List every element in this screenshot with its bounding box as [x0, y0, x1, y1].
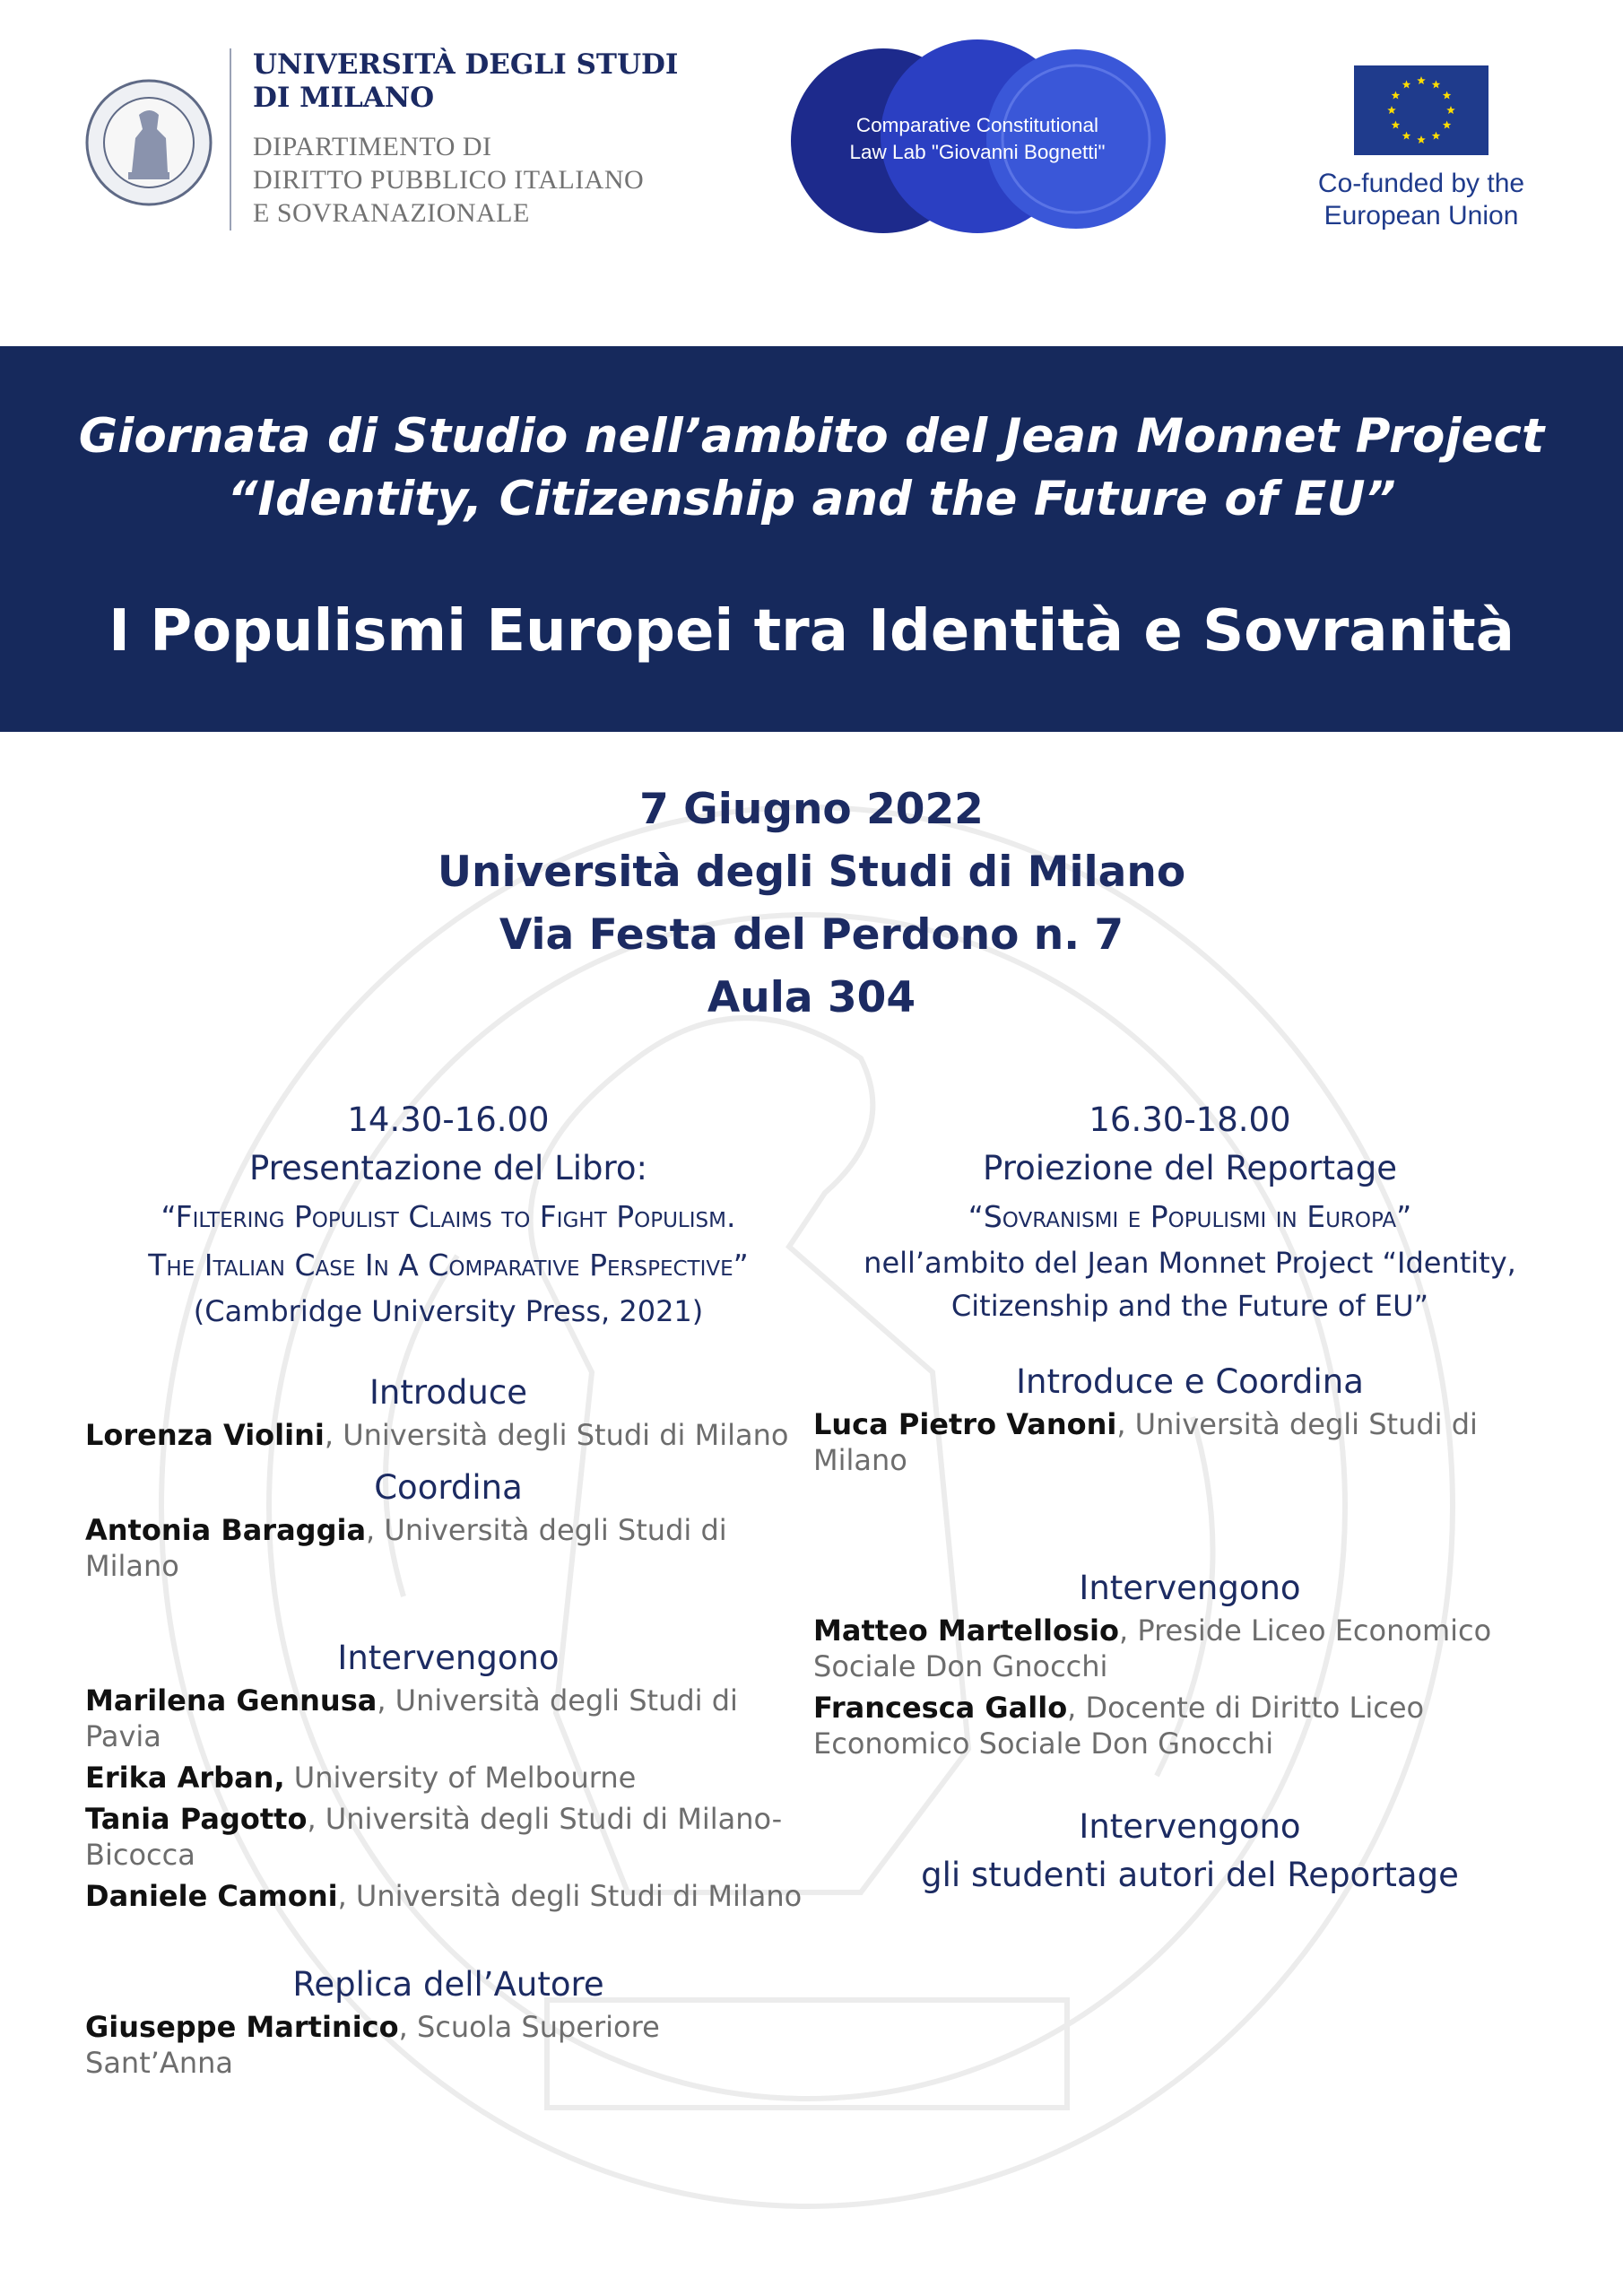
person-name: Luca Pietro Vanoni	[813, 1407, 1117, 1441]
reportage-context-line2: Citizenship and the Future of EU”	[950, 1289, 1429, 1323]
person-name: Tania Pagotto	[85, 1802, 308, 1836]
person-entry	[813, 1613, 1567, 1684]
person-entry	[85, 1801, 812, 1873]
person-name: Erika Arban,	[85, 1761, 285, 1795]
role-intervengono: Intervengono	[1079, 1569, 1301, 1607]
session-time: 16.30-18.00	[1089, 1100, 1291, 1139]
department-line1: DIPARTIMENTO DI	[253, 132, 492, 161]
lab-line2: Law Lab "Giovanni Bognetti"	[849, 141, 1106, 163]
speakers-list	[85, 1683, 812, 1914]
coordina-list	[85, 1512, 812, 1584]
eu-flag-icon	[1354, 65, 1488, 155]
session-heading: Proiezione del Reportage	[983, 1149, 1397, 1187]
person-name: Marilena Gennusa	[85, 1683, 378, 1718]
person-name: Daniele Camoni	[85, 1879, 338, 1913]
reportage-title: “Sovranismi e Populismi in Europa”	[968, 1199, 1412, 1234]
speakers-list	[813, 1613, 1567, 1761]
event-title: I Populismi Europei tra Identità e Sovranità	[108, 598, 1515, 665]
university-name	[253, 48, 683, 115]
event-info	[0, 778, 1623, 1030]
university-name-line1: UNIVERSITÀ DEGLI STUDI	[253, 48, 679, 81]
subtitle-line1: Giornata di Studio nell’ambito del Jean Monnet Project	[78, 409, 1545, 464]
person-name: Antonia Baraggia	[85, 1513, 367, 1547]
event-date: 7 Giugno 2022	[639, 785, 984, 834]
book-title-line1: “Filtering Populist Claims to Fight Populism.	[161, 1199, 736, 1234]
header-divider	[230, 48, 231, 230]
person-affiliation: , Università degli Studi di Milano	[85, 1513, 727, 1583]
lab-line1: Comparative Constitutional	[855, 114, 1099, 136]
person-name: Francesca Gallo	[813, 1691, 1068, 1725]
department-name	[253, 130, 683, 230]
person-entry	[85, 1760, 812, 1796]
event-address: Via Festa del Perdono n. 7	[499, 910, 1124, 960]
person-affiliation: , Università degli Studi di Milano-Bicocca	[85, 1802, 783, 1872]
university-seal-icon	[85, 79, 213, 206]
book-publisher: (Cambridge University Press, 2021)	[193, 1294, 704, 1328]
person-entry	[813, 1690, 1567, 1761]
title-banner	[0, 346, 1623, 732]
banner-subtitle	[0, 405, 1623, 531]
person-affiliation: , Università degli Studi di Milano	[337, 1879, 803, 1913]
reportage-context-line1: nell’ambito del Jean Monnet Project “Identity,	[864, 1246, 1516, 1280]
session-time: 14.30-16.00	[347, 1100, 550, 1139]
department-line3: E SOVRANAZIONALE	[253, 198, 530, 228]
person-entry	[85, 1683, 812, 1754]
university-name-line2: DI MILANO	[253, 82, 435, 114]
session-book-presentation	[85, 1096, 812, 2086]
subtitle-line2: “Identity, Citizenship and the Future of EU”	[227, 472, 1396, 526]
role-coordina: Coordina	[374, 1468, 523, 1507]
replica-list	[85, 2009, 812, 2081]
role-intervengono: Intervengono	[337, 1639, 560, 1677]
person-name: Lorenza Violini	[85, 1418, 325, 1452]
person-name: Matteo Martellosio	[813, 1613, 1119, 1648]
session-reportage	[813, 1096, 1567, 1900]
person-affiliation: University of Melbourne	[284, 1761, 637, 1795]
person-entry	[85, 2009, 812, 2081]
department-line2: DIRITTO PUBBLICO ITALIANO	[253, 165, 645, 195]
person-affiliation: , Università degli Studi di Milano	[324, 1418, 789, 1452]
event-venue: Università degli Studi di Milano	[437, 848, 1186, 897]
person-affiliation: , Docente di Diritto Liceo Economico Sociale Don Gnocchi	[813, 1691, 1425, 1761]
person-entry	[85, 1417, 812, 1453]
person-name: Giuseppe Martinico	[85, 2010, 399, 2044]
event-room: Aula 304	[707, 973, 916, 1022]
person-affiliation: , Università degli Studi di Pavia	[85, 1683, 738, 1753]
eu-line2: European Union	[1324, 201, 1519, 230]
person-affiliation: , Preside Liceo Economico Sociale Don Gnocchi	[813, 1613, 1492, 1683]
students-note: gli studenti autori del Reportage	[921, 1856, 1459, 1894]
eu-cofunded-text	[1273, 168, 1569, 232]
introduce-list	[85, 1417, 812, 1453]
role-introduce: Introduce	[369, 1373, 527, 1412]
introduce-list	[813, 1406, 1567, 1478]
person-entry	[85, 1512, 812, 1584]
law-lab-name	[803, 112, 1152, 166]
person-affiliation: , Scuola Superiore Sant’Anna	[85, 2010, 660, 2080]
session-heading: Presentazione del Libro:	[249, 1149, 647, 1187]
eu-line1: Co-funded by the	[1317, 169, 1525, 198]
book-title-line2: The Italian Case In A Comparative Perspective”	[148, 1248, 749, 1283]
person-entry	[813, 1406, 1567, 1478]
person-entry	[85, 1878, 812, 1914]
role-introduce-coordina: Introduce e Coordina	[1016, 1362, 1364, 1401]
role-intervengono-students: Intervengono	[1079, 1807, 1301, 1846]
person-affiliation: , Università degli Studi di Milano	[813, 1407, 1478, 1477]
role-replica: Replica dell’Autore	[292, 1965, 604, 2004]
